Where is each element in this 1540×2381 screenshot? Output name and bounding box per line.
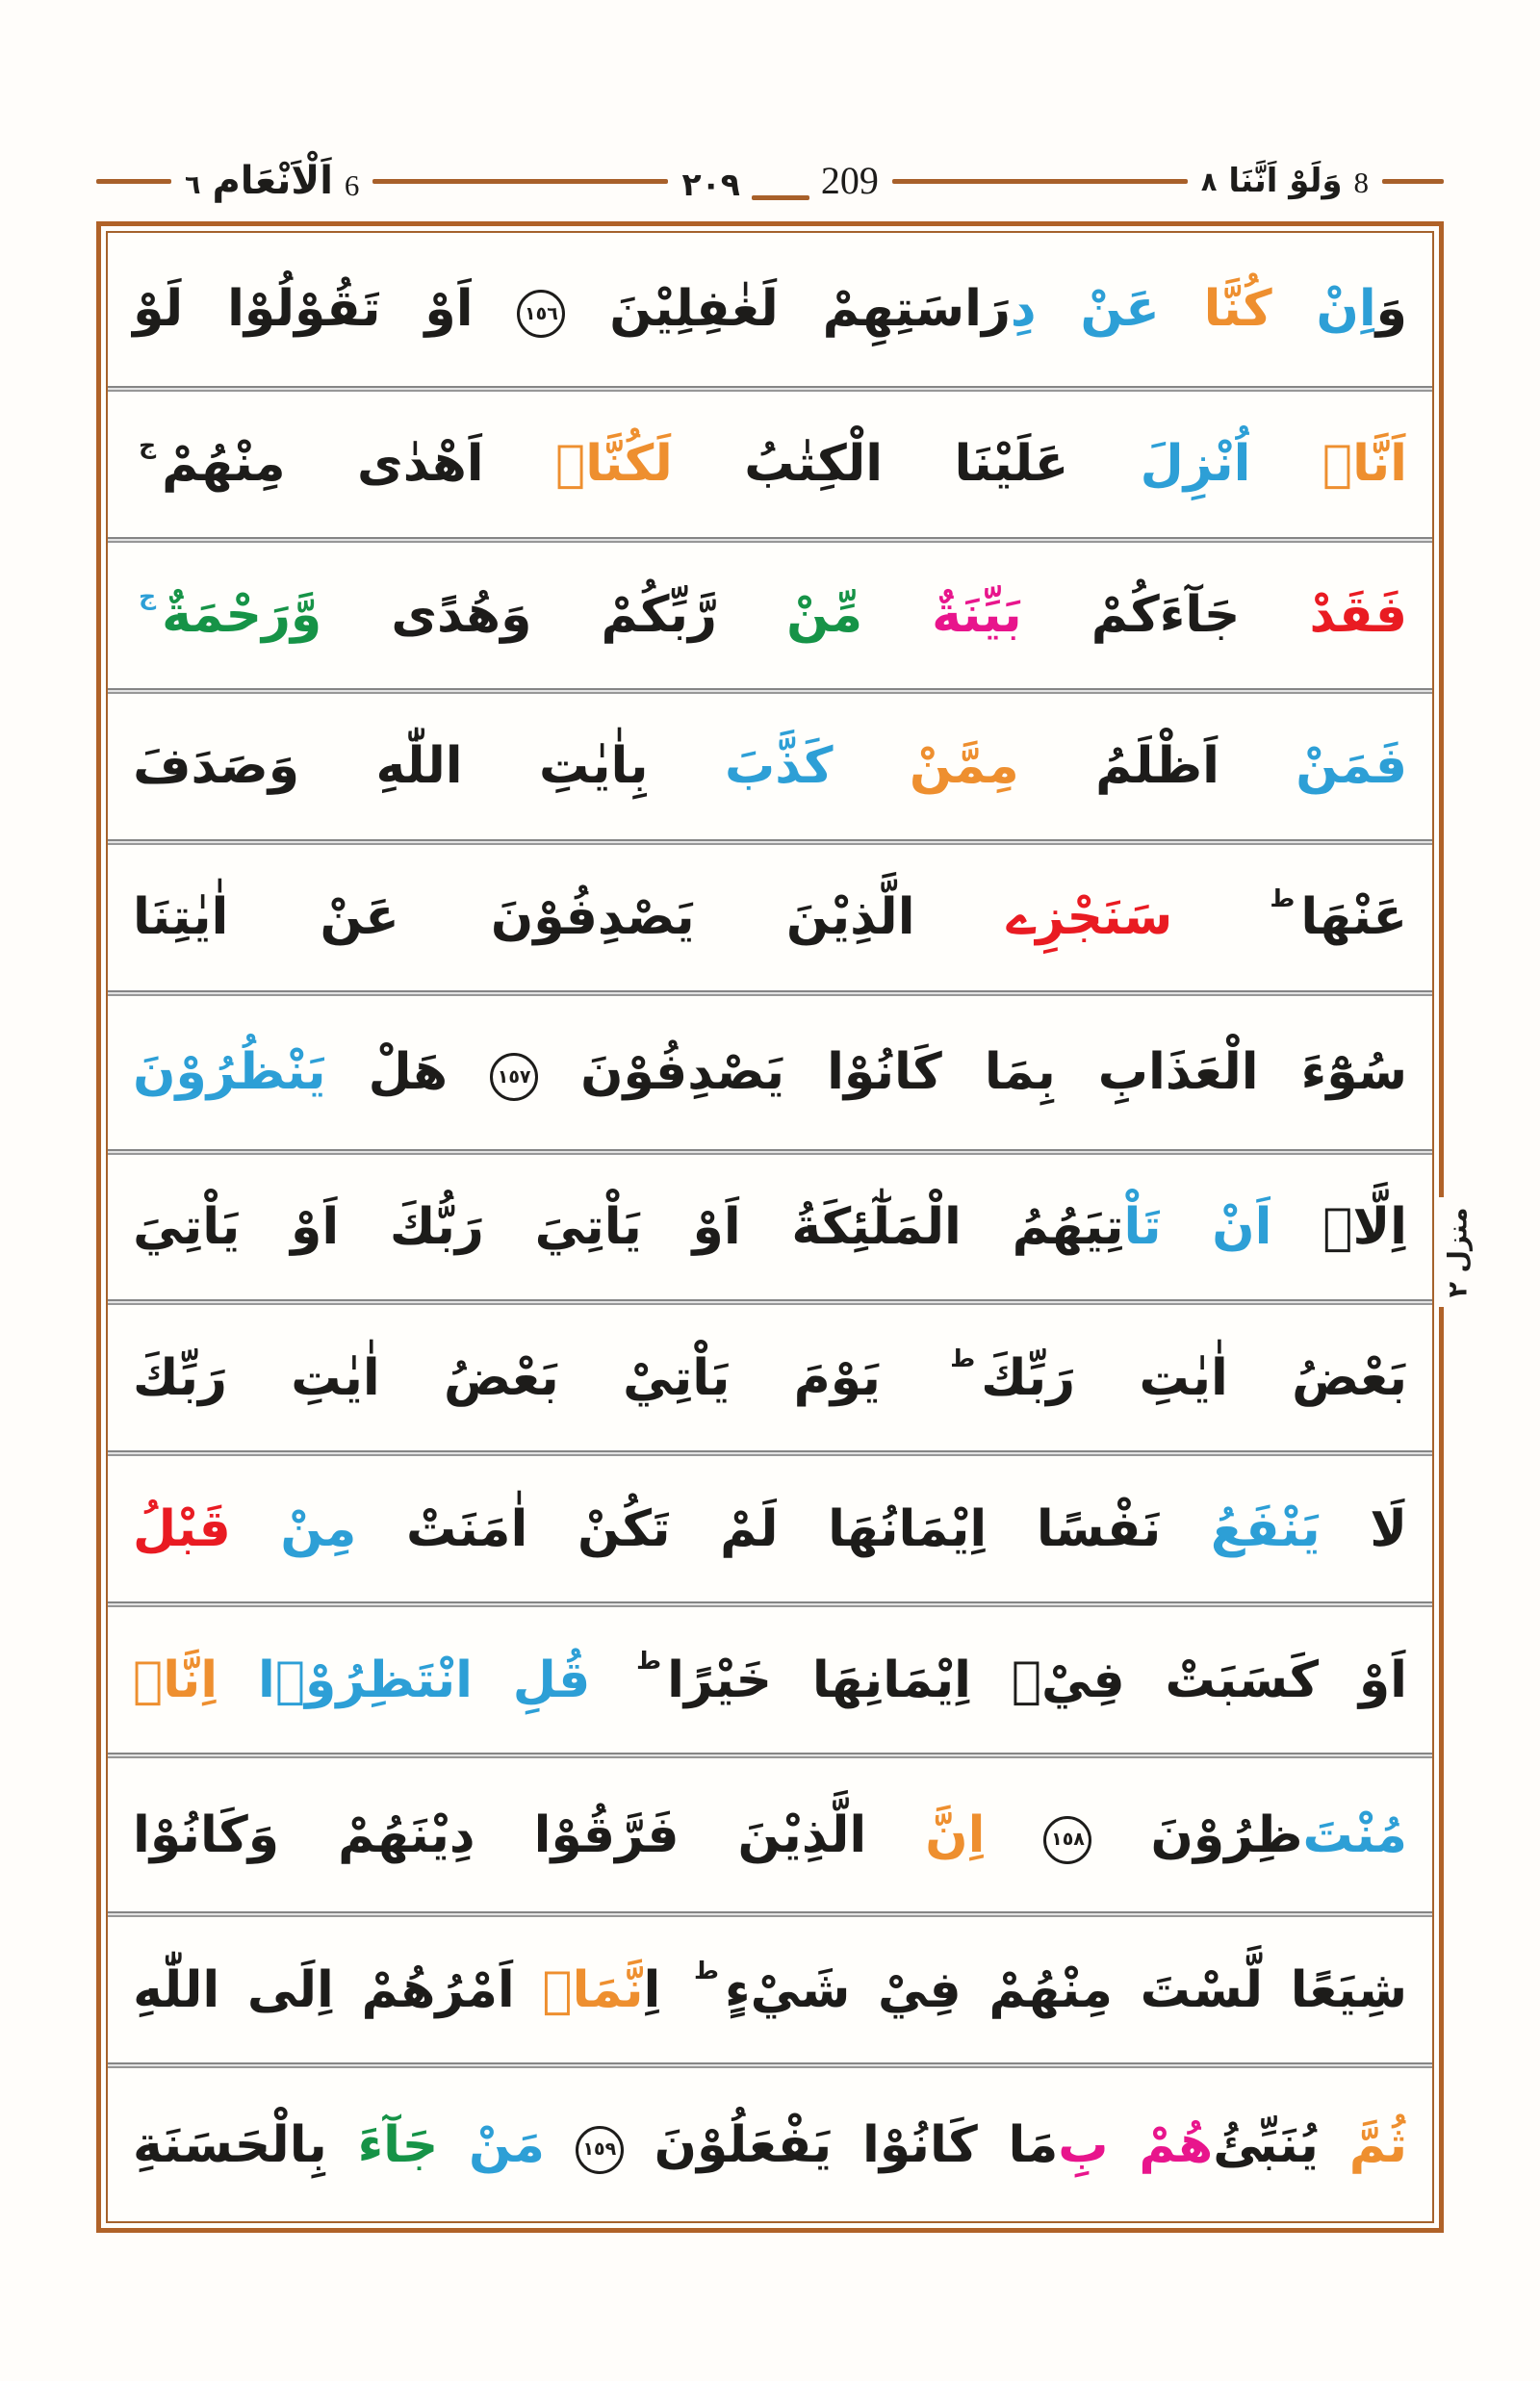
word-part: رَاسَتِهِمْ — [822, 280, 1011, 339]
quran-word — [1210, 1499, 1321, 1558]
word-part: وَصَدَفَ — [133, 737, 300, 796]
quran-word — [133, 1805, 280, 1864]
word-part: اَوْ — [692, 1197, 741, 1256]
ayah-number-marker: ١٥٦ — [517, 290, 565, 338]
word-part: اُنْزِلَ — [1140, 435, 1251, 494]
quran-line — [108, 1758, 1432, 1911]
quran-word — [601, 586, 717, 645]
quran-word — [133, 1043, 326, 1102]
word-part: يَنْظُرُوْنَ — [133, 1043, 326, 1102]
word-part: تَقُوْلُوْا — [227, 280, 381, 339]
quran-line — [108, 996, 1432, 1149]
word-part: رَّبِّكُمْ — [601, 586, 717, 645]
quran-word — [555, 435, 673, 494]
quran-word — [827, 1043, 942, 1102]
quran-word — [1370, 1499, 1407, 1558]
word-part: هَلْ — [368, 1043, 449, 1102]
word-part: كَانُوْا — [827, 1043, 942, 1102]
word-part: اَوْ — [291, 1197, 340, 1256]
word-part: وَ — [1375, 280, 1407, 339]
quran-word — [720, 1499, 779, 1558]
quran-word — [444, 1348, 559, 1407]
quran-word — [1348, 2115, 1407, 2174]
quran-word — [538, 737, 649, 796]
word-part: قُلِ — [512, 1651, 591, 1709]
word-part: اِلَى — [246, 1960, 334, 2019]
juz-number-arabic: ٨ — [1200, 167, 1218, 198]
quran-word — [692, 1197, 741, 1256]
quran-word — [1006, 888, 1173, 947]
quran-word — [1140, 1960, 1264, 2019]
quran-word — [737, 1805, 867, 1864]
word-part: يَفْعَلُوْنَ — [654, 2115, 833, 2174]
word-part: اللّٰهِ — [133, 1960, 220, 2019]
juz-title-group — [1200, 162, 1369, 200]
word-part: سَنَجْزِے — [1006, 888, 1173, 947]
quran-word — [577, 1499, 671, 1558]
quran-word — [1012, 1197, 1162, 1256]
manzil-marker — [1434, 1197, 1482, 1307]
word-part: كَسَبَتْ — [1165, 1651, 1319, 1709]
word-part: رَبُّكَ — [389, 1197, 484, 1256]
quran-word — [1097, 1043, 1259, 1102]
quran-word — [1358, 1651, 1407, 1709]
quran-word — [389, 1197, 484, 1256]
word-part: اَنْ — [1212, 1197, 1272, 1256]
quran-word — [133, 1651, 218, 1709]
surah-title-group — [185, 159, 360, 203]
quran-word — [822, 280, 1037, 339]
word-part: جَآءَ — [357, 2115, 439, 2174]
quran-line — [108, 1155, 1432, 1300]
word-part: وَكَانُوْا — [133, 1805, 280, 1864]
word-part: اَظْلَمُ — [1095, 737, 1219, 796]
word-part: نَّمَاۤ — [542, 1960, 644, 2019]
quran-word — [320, 888, 399, 947]
manzil-label: منزل ٢ — [1443, 1207, 1474, 1297]
word-part: دِ — [1010, 280, 1037, 339]
word-part: لَا — [1370, 1499, 1407, 1558]
word-part: وَهُدًى — [391, 586, 532, 645]
juz-number-latin: 8 — [1353, 166, 1369, 199]
quran-word — [1008, 2115, 1109, 2174]
ayah-number-marker: ١٥٧ — [490, 1053, 538, 1101]
quran-word — [133, 1197, 241, 1256]
quran-word — [338, 1805, 475, 1864]
quran-line — [108, 1456, 1432, 1601]
quran-word — [925, 1805, 986, 1864]
word-part: لَوْ — [133, 280, 184, 339]
word-part: عَنْ — [1080, 280, 1160, 339]
word-part: الْكِتٰبُ — [744, 435, 884, 494]
word-part: مِنْ — [280, 1499, 357, 1558]
quran-word — [580, 1043, 785, 1102]
quran-word — [133, 888, 229, 947]
quran-line — [108, 543, 1432, 688]
word-part: ثُمَّ — [1348, 2115, 1407, 2174]
quran-word — [724, 737, 834, 796]
word-part: الَّذِيْنَ — [737, 1805, 867, 1864]
quran-word — [1165, 1651, 1319, 1709]
word-part: فَقَدْ — [1309, 586, 1407, 645]
quran-word — [988, 1960, 1113, 2019]
quran-line — [108, 2068, 1432, 2221]
quran-word — [623, 1348, 731, 1407]
quran-word — [357, 435, 484, 494]
quran-word — [878, 1960, 962, 2019]
word-part: عَنْ — [320, 888, 399, 947]
word-part: اٰيٰتِ — [1139, 1348, 1228, 1407]
word-part: اٰيٰتِنَا — [133, 888, 229, 947]
quran-line — [108, 233, 1432, 386]
quran-word — [1080, 280, 1160, 339]
word-part: فَمَنْ — [1296, 737, 1407, 796]
word-part: انْتَظِرُوْۤا — [258, 1651, 473, 1709]
quran-word — [534, 1197, 642, 1256]
word-part: يَنْفَعُ — [1210, 1499, 1321, 1558]
word-part: بِ — [1058, 2115, 1109, 2174]
word-part: سُوْٓءَ — [1300, 1043, 1407, 1102]
word-part: بَيِّنَةٌ — [932, 586, 1022, 645]
word-part: يَاْتِيْ — [623, 1348, 731, 1407]
word-part: يَصْدِفُوْنَ — [580, 1043, 785, 1102]
quran-word — [1036, 1499, 1162, 1558]
word-part: تَاْ — [1123, 1197, 1162, 1256]
quran-word — [258, 1651, 473, 1709]
quran-word — [424, 280, 474, 339]
quran-word — [984, 1043, 1056, 1102]
word-part: اَمْرُهُمْ — [361, 1960, 515, 2019]
quran-word — [361, 1960, 515, 2019]
quran-line — [108, 694, 1432, 839]
quran-word — [133, 1960, 220, 2019]
word-part: مِنْهُمْ — [162, 435, 286, 494]
word-part: رَبِّكَ — [981, 1348, 1076, 1407]
quran-word — [133, 280, 184, 339]
word-part: فِيْ — [878, 1960, 962, 2019]
word-part: وَّرَحْمَةٌ — [162, 586, 322, 645]
word-part: عَنْهَا — [1300, 888, 1407, 947]
word-part: قَبْلُ — [133, 1499, 231, 1558]
quran-word — [609, 280, 779, 339]
quran-word — [368, 1043, 449, 1102]
quran-word — [786, 586, 863, 645]
word-part: فِيْۤ — [1011, 1651, 1125, 1709]
word-part: فَرَّقُوْا — [533, 1805, 680, 1864]
ayah-number-marker: ١٥٩ — [576, 2126, 624, 2174]
word-part: اَوْ — [1358, 1651, 1407, 1709]
quran-word — [542, 1960, 661, 2019]
word-part: بِالْحَسَنَةِ — [133, 2115, 327, 2174]
word-part: بِاٰيٰتِ — [538, 737, 649, 796]
word-part: هُمْ — [1139, 2115, 1214, 2174]
quran-word — [811, 1651, 971, 1709]
quran-word — [291, 1197, 340, 1256]
quran-word — [1139, 1348, 1228, 1407]
word-part: اِ — [643, 1960, 661, 2019]
quran-word — [1316, 280, 1407, 339]
page-number-group — [681, 159, 879, 203]
word-part: شَيْءٍ — [725, 1960, 851, 2019]
quran-word — [391, 586, 532, 645]
surah-name: اَلْاَنْعَام — [212, 159, 333, 203]
word-part: لَمْ — [720, 1499, 779, 1558]
quran-word — [1322, 1197, 1407, 1256]
header-rule-mid — [752, 195, 809, 200]
pause-mark: ط — [950, 1344, 976, 1373]
word-part: مَنْ — [469, 2115, 545, 2174]
quran-word — [1292, 1348, 1407, 1407]
quran-word — [793, 1348, 881, 1407]
word-part: مِّنْ — [786, 586, 863, 645]
quran-word — [1309, 586, 1407, 645]
quran-line — [108, 845, 1432, 990]
quran-word — [533, 1805, 680, 1864]
word-part: يَوْمَ — [793, 1348, 881, 1407]
word-part: جَآءَكُمْ — [1091, 586, 1241, 645]
quran-word — [944, 1344, 1076, 1407]
word-part: يَصْدِفُوْنَ — [490, 888, 695, 947]
quran-word — [1264, 883, 1407, 947]
word-part: اِنَّ — [925, 1805, 986, 1864]
quran-word — [133, 430, 286, 494]
header-rule-left — [96, 179, 171, 184]
word-part: كَانُوْا — [862, 2115, 978, 2174]
word-part: عَلَيْنَا — [954, 435, 1069, 494]
word-part: اٰمَنَتْ — [406, 1499, 528, 1558]
quran-word — [1011, 1651, 1125, 1709]
word-part: اِنْ — [1316, 280, 1376, 339]
surah-number-latin: 6 — [344, 168, 360, 202]
quran-word — [1095, 737, 1219, 796]
word-part: كَذَّبَ — [724, 737, 834, 796]
quran-word — [133, 2115, 327, 2174]
word-part: كُنَّا — [1203, 280, 1272, 339]
header-rule — [892, 179, 1188, 184]
word-part: مَا — [1008, 2115, 1059, 2174]
quran-word — [246, 1960, 334, 2019]
quran-word — [133, 737, 300, 796]
quran-line — [108, 392, 1432, 537]
word-part: اٰيٰتِ — [291, 1348, 380, 1407]
quran-text-frame — [96, 221, 1444, 2233]
word-part: لَغٰفِلِيْنَ — [609, 280, 779, 339]
word-part: يَاْتِيَ — [133, 1197, 241, 1256]
word-part: يَاْتِيَ — [534, 1197, 642, 1256]
quran-word — [1140, 435, 1251, 494]
header-rule-right — [1382, 179, 1444, 184]
quran-word — [375, 737, 463, 796]
quran-word — [1203, 280, 1272, 339]
quran-word — [133, 1348, 227, 1407]
quran-word — [1212, 1197, 1272, 1256]
word-part: بَعْضُ — [1292, 1348, 1407, 1407]
word-part: مُنْتَ — [1302, 1805, 1407, 1864]
quran-word — [1139, 2115, 1319, 2174]
word-part: خَيْرًا — [667, 1651, 772, 1709]
juz-name: وَلَوْ اَنَّنَا — [1228, 162, 1343, 200]
quran-word — [1300, 1043, 1407, 1102]
word-part: دِيْنَهُمْ — [338, 1805, 475, 1864]
page-number-arabic: ٢٠٩ — [681, 166, 740, 203]
quran-word — [862, 2115, 978, 2174]
word-part: اِيْمَانُهَا — [828, 1499, 988, 1558]
quran-word — [785, 888, 915, 947]
quran-word — [1150, 1805, 1408, 1864]
page-header — [96, 146, 1444, 216]
word-part: ظِرُوْنَ — [1150, 1805, 1303, 1864]
word-part: بَعْضُ — [444, 1348, 559, 1407]
quran-word — [932, 586, 1022, 645]
quran-word — [1290, 1960, 1407, 2019]
word-part: اَنَّاۤ — [1322, 435, 1407, 494]
word-part: بِمَا — [984, 1043, 1056, 1102]
header-rule — [372, 179, 668, 184]
quran-word — [1296, 737, 1407, 796]
word-part: تَكُنْ — [577, 1499, 671, 1558]
quran-word — [133, 581, 322, 645]
quran-word — [133, 1499, 231, 1558]
quran-word — [744, 435, 884, 494]
quran-word — [280, 1499, 357, 1558]
quran-word — [469, 2115, 545, 2174]
pause-mark: ج — [139, 581, 157, 610]
word-part: لَّسْتَ — [1140, 1960, 1264, 2019]
word-part: تِيَهُمُ — [1012, 1197, 1124, 1256]
quran-word — [688, 1957, 851, 2019]
quran-word — [954, 435, 1069, 494]
word-part: رَبِّكَ — [133, 1348, 227, 1407]
page-number-latin: 209 — [820, 159, 879, 202]
word-part: اَوْ — [424, 280, 474, 339]
word-part: اِنَّاۤ — [133, 1651, 218, 1709]
word-part: نَفْسًا — [1036, 1499, 1162, 1558]
quran-word — [654, 2115, 833, 2174]
quran-word — [1322, 435, 1407, 494]
pause-mark: ج — [139, 430, 157, 459]
word-part: اِلَّاۤ — [1322, 1197, 1407, 1256]
quran-text-area — [106, 231, 1434, 2223]
quran-line — [108, 1305, 1432, 1450]
word-part: الَّذِيْنَ — [785, 888, 915, 947]
word-part: اِيْمَانِهَا — [811, 1651, 971, 1709]
pause-mark: ط — [694, 1957, 720, 1985]
word-part: اللّٰهِ — [375, 737, 463, 796]
quran-word — [490, 888, 695, 947]
quran-line — [108, 1917, 1432, 2062]
quran-word — [791, 1197, 962, 1256]
quran-word — [357, 2115, 439, 2174]
word-part: لَكُنَّاۤ — [555, 435, 673, 494]
word-part: يُنَبِّئُ — [1213, 2115, 1319, 2174]
quran-word — [291, 1348, 380, 1407]
pause-mark: ط — [636, 1647, 662, 1676]
word-part: اَهْدٰى — [357, 435, 484, 494]
quran-word — [227, 280, 381, 339]
word-part: شِيَعًا — [1290, 1960, 1407, 2019]
word-part: مِنْهُمْ — [988, 1960, 1113, 2019]
quran-word — [909, 737, 1019, 796]
quran-word — [1091, 586, 1241, 645]
quran-word — [512, 1651, 591, 1709]
word-part: مِمَّنْ — [909, 737, 1019, 796]
quran-word — [828, 1499, 988, 1558]
quran-line — [108, 1607, 1432, 1753]
quran-word — [630, 1647, 772, 1709]
pause-mark: ط — [1270, 883, 1296, 912]
ayah-number-marker: ١٥٨ — [1043, 1816, 1091, 1864]
quran-word — [406, 1499, 528, 1558]
word-part: الْعَذَابِ — [1097, 1043, 1259, 1102]
word-part: الْمَلٰٓئِكَةُ — [791, 1197, 962, 1256]
surah-number-arabic: ٦ — [185, 170, 201, 201]
